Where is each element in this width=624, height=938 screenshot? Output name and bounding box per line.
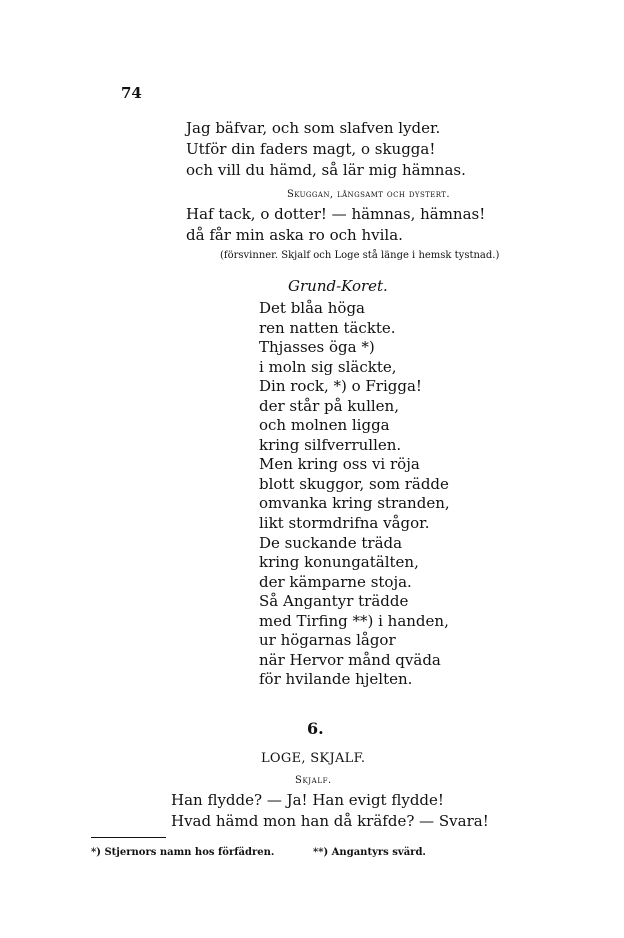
verse-line: då får min aska ro och hvila. — [186, 226, 403, 244]
page-number: 74 — [121, 84, 142, 102]
chorus-line: Men kring oss vi röja — [259, 455, 420, 474]
verse-line: Han flydde? — Ja! Han evigt flydde! — [171, 791, 444, 809]
chorus-line: der kämparne stoja. — [259, 572, 412, 591]
speaker-direction: Skuggan, långsamt och dystert. — [287, 189, 450, 200]
chorus-line: och molnen ligga — [259, 416, 390, 435]
chorus-line: ren natten täckte. — [259, 318, 396, 337]
chorus-line: omvanka kring stranden, — [259, 494, 450, 513]
verse-line: Haf tack, o dotter! — hämnas, hämnas! — [186, 205, 486, 223]
footnote: *) Stjernors namn hos förfädren. — [91, 847, 275, 858]
chorus-line: när Hervor månd qväda — [259, 650, 441, 669]
chorus-line: blott skuggor, som rädde — [259, 474, 449, 493]
chorus-line: för hvilande hjelten. — [259, 670, 413, 689]
chorus-line: der står på kullen, — [259, 396, 399, 415]
section-number: 6. — [307, 719, 324, 738]
verse-line: Hvad hämd mon han då kräfde? — Svara! — [171, 812, 489, 830]
verse-line: Jag bäfvar, och som slafven lyder. — [186, 119, 441, 137]
footnote: **) Angantyrs svärd. — [313, 847, 426, 858]
chorus-line: i moln sig släckte, — [259, 357, 397, 376]
section-speaker: Skjalf. — [295, 775, 332, 786]
chorus-line: Din rock, *) o Frigga! — [259, 377, 422, 396]
stage-direction: (försvinner. Skjalf och Loge stå länge i hemsk tystnad.) — [220, 250, 500, 261]
chorus-line: Thjasses öga *) — [259, 338, 375, 357]
chorus-title: Grund-Koret. — [288, 277, 388, 295]
verse-line: och vill du hämd, så lär mig hämnas. — [186, 161, 466, 179]
chorus-line: likt stormdrifna vågor. — [259, 514, 430, 533]
chorus-line: ur högarnas lågor — [259, 631, 396, 650]
footnote-rule — [91, 837, 166, 838]
verse-line: Utför din faders magt, o skugga! — [186, 140, 436, 158]
chorus-line: Så Angantyr trädde — [259, 592, 409, 611]
chorus-verse — [259, 299, 450, 690]
chorus-line: kring silfverrullen. — [259, 435, 402, 454]
chorus-line: med Tirfing **) i handen, — [259, 611, 449, 630]
chorus-line: De suckande träda — [259, 533, 403, 552]
chorus-line: kring konungatälten, — [259, 553, 419, 572]
section-title: LOGE, SKJALF. — [261, 751, 366, 766]
chorus-line: Det blåa höga — [259, 299, 365, 317]
